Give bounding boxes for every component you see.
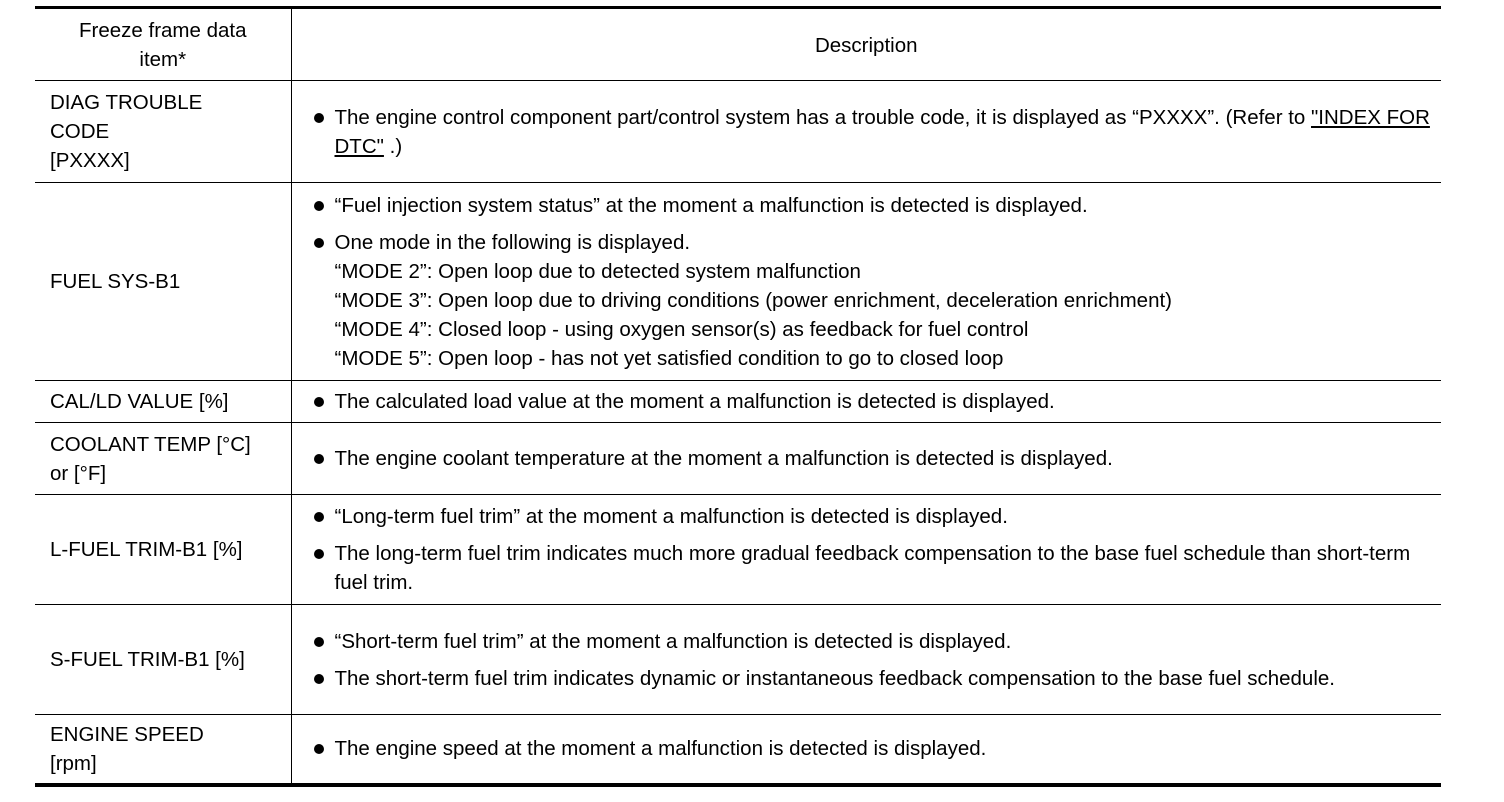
item-description [291,423,1441,495]
bullet-dot-icon [314,238,324,248]
description-bullet [314,103,1432,161]
bullet-dot-icon [314,512,324,522]
table-row [35,495,1441,605]
freeze-frame-item [35,605,291,715]
freeze-frame-data-table [35,6,1441,787]
item-name-line: or [°F] [50,461,107,485]
description-bullet [314,228,1432,373]
item-name-line: S-FUEL TRIM-B1 [%] [50,648,245,671]
item-name-line: [rpm] [50,751,97,775]
bullet-text: The engine speed at the moment a malfunction is detected is displayed. [334,737,987,761]
header-item-line: item* [139,48,187,71]
item-name-line: COOLANT TEMP [°C] [50,432,251,456]
header-item [35,8,291,81]
bullet-text: “Long-term fuel trim” at the moment a malfunction is detected is displayed. [334,505,1008,528]
bullet-text: The engine coolant temperature at the moment a malfunction is detected is displayed. [334,447,1113,470]
table-header-row [35,8,1441,81]
table-row [35,183,1441,381]
item-description [291,605,1441,715]
description-bullet [314,444,1432,473]
item-description [291,183,1441,381]
mode-line: “MODE 3”: Open loop due to driving conditions (power enrichment, deceleration enrichment) [334,288,1172,312]
bullet-dot-icon [314,397,324,407]
freeze-frame-item [35,81,291,183]
freeze-frame-item [35,183,291,381]
description-bullet [314,387,1432,416]
bullet-dot-icon [314,549,324,559]
freeze-frame-item [35,715,291,785]
freeze-frame-item [35,423,291,495]
table-row [35,381,1441,423]
bullet-text: The engine control component part/control system has a trouble code, it is displayed as “PXXXX”. (Refer to [334,105,1312,129]
description-bullet [314,627,1432,656]
item-name-line: ENGINE SPEED [50,722,204,746]
bullet-dot-icon [314,454,324,464]
bullet-dot-icon [314,744,324,754]
item-name-line: FUEL SYS-B1 [50,270,181,293]
description-bullet [314,734,1432,763]
bullet-text: The long-term fuel trim indicates much more gradual feedback compensation to the base fuel schedule than short-term fuel trim. [334,542,1411,594]
bullet-dot-icon [314,201,324,211]
mode-line: “MODE 5”: Open loop - has not yet satisfied condition to go to closed loop [334,346,1004,370]
item-description [291,381,1441,423]
description-bullet [314,539,1432,597]
item-name-line: [PXXXX] [50,149,130,172]
description-bullet [314,191,1432,220]
table-body [35,81,1441,785]
item-name-line: CODE [50,120,110,143]
bullet-text: The calculated load value at the moment a malfunction is detected is displayed. [334,390,1055,413]
bullet-text: “Fuel injection system status” at the moment a malfunction is detected is displayed. [334,193,1088,217]
freeze-frame-item [35,495,291,605]
item-name-line: CAL/LD VALUE [%] [50,390,229,413]
bullet-text: The short-term fuel trim indicates dynamic or instantaneous feedback compensation to the base fuel schedule. [334,666,1335,690]
mode-line: “MODE 2”: Open loop due to detected system malfunction [334,259,861,283]
bullet-text: .) [383,134,403,158]
mode-line: “MODE 4”: Closed loop - using oxygen sensor(s) as feedback for fuel control [334,317,1029,341]
freeze-frame-item [35,381,291,423]
table-row [35,423,1441,495]
table-row [35,605,1441,715]
header-item-line: Freeze frame data [79,19,247,42]
description-bullet [314,502,1432,531]
bullet-dot-icon [314,113,324,123]
bullet-dot-icon [314,637,324,647]
item-description [291,495,1441,605]
bullet-dot-icon [314,674,324,684]
item-description [291,715,1441,785]
header-description: Description [291,8,1441,81]
bullet-text: One mode in the following is displayed. [334,230,691,254]
description-bullet [314,664,1432,693]
index-for-dtc-link[interactable]: "INDEX FOR DTC" [334,105,1430,158]
item-name-line: L-FUEL TRIM-B1 [%] [50,538,243,561]
item-name-line: DIAG TROUBLE [50,91,203,114]
table-row [35,81,1441,183]
bullet-text: “Short-term fuel trim” at the moment a malfunction is detected is displayed. [334,629,1012,653]
item-description [291,81,1441,183]
table-row [35,715,1441,785]
